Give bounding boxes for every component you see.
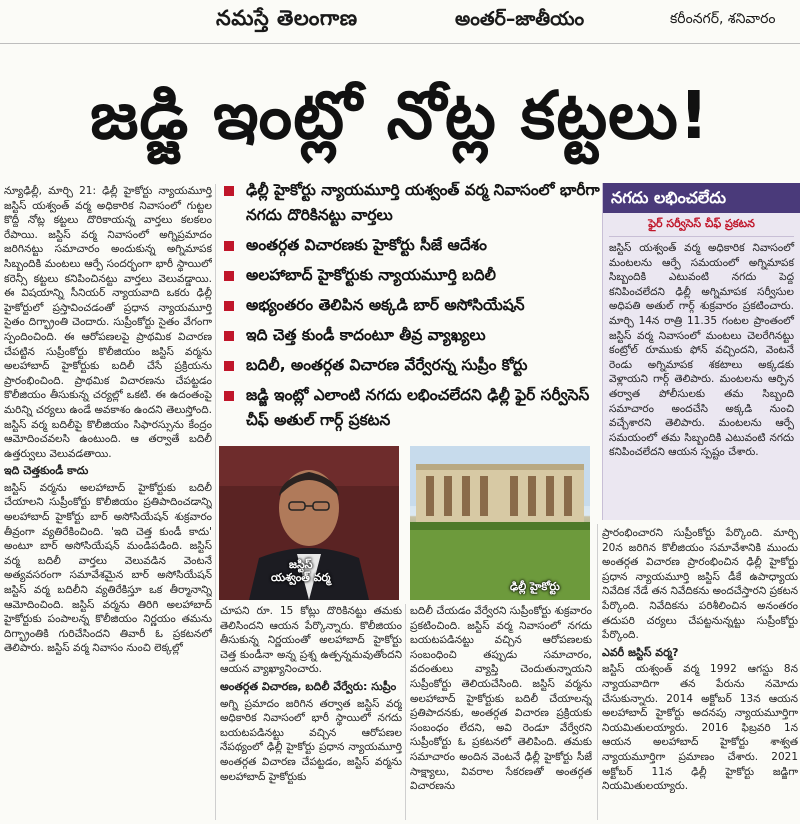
masthead: నమస్తే తెలంగాణ	[216, 6, 358, 30]
bullet-square-icon	[224, 271, 234, 281]
col2-paragraph-1: చూపని రూ. 15 కోట్లు దొరికినట్టు తమకు తెలిసిందని ఆయన పేర్కొన్నారు. కొలీజియం తీసుకున్న నిర్ణయంతో అలహాబాద్ హైకోర్టు చెత్త కుండీనా అన్న ప్రశ్న ఉత్పన్నమవుతోందని ఆయన వ్యాఖ్యానించారు.	[220, 605, 402, 676]
bullet-square-icon	[224, 331, 234, 341]
highlight-item: ఢిల్లీ హైకోర్టు న్యాయమూర్తి యశ్వంత్ వర్మ నివాసంలో భారీగా నగదు దొరికినట్టు వార్తలు	[222, 178, 600, 228]
article-column-4	[602, 526, 798, 824]
col1-paragraph-2: జస్టిస్ వర్మను అలహాబాద్ హైకోర్టుకు బదిలీ చేయాలని సుప్రీంకోర్టు కొలీజియం ప్రతిపాదించడాన్ని అలహాబాద్ హైకోర్టు బార్ అసోసియేషన్ శుక్రవారం తీవ్రంగా వ్యతిరేకించింది. 'ఇది చెత్త కుండీ కాదు' అంటూ బార్ అసోసియేషన్ మండిపడింది. జస్టిస్ వర్మ బదిలీ వార్తలు వెలువడిన వెంటనే అత్యవసరంగా సమావేశమైన బార్ అసోసియేషన్ జస్టిస్ వర్మ బదిలీని వ్యతిరేకిస్తూ ఒక తీర్మానాన్ని ఆమోదించింది. జస్టిస్ వర్మను తిరిగి అలహాబాద్ హైకోర్టుకు పంపాలన్న కొలీజియం నిర్ణయం తమను దిగ్భ్రాంతికి గురిచేసిందని తివారీ ఓ ప్రకటనలో తెలిపారు. జస్టిస్ వర్మ నివాసం నుంచి లెక్కల్లో	[4, 481, 212, 655]
section-label: అంతర్–జాతీయం	[455, 8, 585, 30]
column-divider	[597, 524, 598, 820]
col2-paragraph-2: అగ్ని ప్రమాదం జరిగిన తర్వాత జస్టిస్ వర్మ అధికారిక నివాసంలో భారీ స్థాయిలో నగదు బయటపడినట్టు వచ్చిన ఆరోపణల నేపథ్యంలో ఢిల్లీ హైకోర్టు ప్రధాన న్యాయమూర్తి అంతర్గత విచారణ చేపట్టడం, జస్టిస్ వర్మను అలహాబాద్ హైకోర్టుకు	[220, 697, 402, 783]
fire-chief-sidebox	[602, 183, 800, 520]
bullet-square-icon	[224, 186, 234, 196]
bullet-square-icon	[224, 391, 234, 401]
bullet-square-icon	[224, 241, 234, 251]
highlight-item: ఇది చెత్త కుండీ కాదంటూ తీవ్ర వ్యాఖ్యలు	[222, 323, 600, 348]
article-column-1	[4, 184, 212, 824]
col4-subheading: ఎవరీ జస్టిస్ వర్మ?	[602, 645, 679, 659]
col4-paragraph-2: జస్టిస్ యశ్వంత్ వర్మ 1992 ఆగస్టు 8న న్యాయవాదిగా తన పేరును నమోదు చేసుకున్నారు. 2014 అక్టోబర్ 13న ఆయన అలహాబాద్ హైకోర్టు అదనపు న్యాయమూర్తిగా నియమితులయ్యారు. 2016 ఫిబ్రవరి 1న ఆయన అలహాబాద్ హైకోర్టు శాశ్వత న్యాయమూర్తిగా ప్రమాణం చేశారు. 2021 అక్టోబర్ 11న ఢిల్లీ హైకోర్టు జడ్జిగా నియమితులయ్యారు.	[602, 663, 798, 793]
sidebox-body: జస్టిస్ యశ్వంత్ వర్మ అధికారిక నివాసంలో మంటలను ఆర్పే సమయంలో అగ్నిమాపక సిబ్బందికి ఎటువంటి నగదు పెద్ద కనిపించలేదని ఢిల్లీ అగ్నిమాపక సర్వీసుల అధిపతి అతుల్ గార్గ్ శుక్రవారం ప్రకటించారు. మార్చి 14న రాత్రి 11.35 గంటల ప్రాంతంలో జస్టిస్ వర్మ నివాసంలో మంటలు చెలరేగినట్టు కంట్రోల్ రూముకు ఫోన్ వచ్చిందని, వెంటనే రెండు అగ్నిమాపక శకటాలు అక్కడకు వెళ్లాయని గార్గ్ తెలిపారు. మంటలను ఆర్పిన తర్వాత పోలీసులకు తమ సిబ్బంది సమాచారం అందచేసి అక్కడి నుంచి వచ్చేశారని తెలిపారు. మంటలను ఆర్పే సమయంలో తమ సిబ్బందికి ఎటువంటి నగదు కనిపించలేదని ఆయన స్పష్టం చేశారు.	[609, 242, 794, 459]
highlight-item: బదిలీ, అంతర్గత విచారణ వేర్వేరన్న సుప్రీం కోర్టు	[222, 353, 600, 378]
column-divider	[405, 604, 406, 820]
col2-subheading: అంతర్గత విచారణ, బదిలీ వేర్వేరు: సుప్రీం	[220, 679, 397, 693]
highlight-item: అంతర్గత విచారణకు హైకోర్టు సీజే ఆదేశం	[222, 233, 600, 258]
col1-subheading: ఇది చెత్తకుండీ కాదు	[4, 464, 89, 478]
col4-paragraph-1: ప్రారంభించారని సుప్రీంకోర్టు పేర్కొంది. మార్చి 20న జరిగిన కొలీజియం సమావేశానికి ముందు అంతర్గత విచారణ ప్రారంభించిన ఢిల్లీ హైకోర్టు ప్రధాన న్యాయమూర్తి జస్టిస్ డీకే ఉపాధ్యాయ నివేదిక నేడే తన నివేదికను అందచేస్తారని ప్రకటన పేర్కొంది. నివేదికను పరిశీలించిన అనంతరం తదుపరి చర్యలు చేపట్టనున్నట్టు సుప్రీంకోర్టు పేర్కొంది.	[602, 527, 798, 642]
newspaper-header	[0, 0, 800, 44]
highlight-item: అలహాబాద్ హైకోర్టుకు న్యాయమూర్తి బదిలీ	[222, 263, 600, 288]
sidebox-subtitle: ఫైర్ సర్వీసెస్ చీఫ్ ప్రకటన	[609, 213, 794, 237]
column-divider	[215, 184, 216, 820]
court-caption: ఢిల్లీ హైకోర్టు	[510, 580, 560, 593]
bullet-square-icon	[224, 301, 234, 311]
highlight-item: అభ్యంతరం తెలిపిన అక్కడి బార్ అసోసియేషన్	[222, 293, 600, 318]
bullet-square-icon	[224, 361, 234, 371]
highlights-list	[222, 178, 600, 440]
courthouse-icon	[410, 446, 590, 600]
highlight-item: జడ్జి ఇంట్లో ఎలాంటి నగదు లభించలేదని ఢిల్లీ ఫైర్ సర్వీసెస్ చీఫ్ అతుల్ గార్గ్ ప్రకటన	[222, 383, 600, 433]
court-photo	[410, 446, 590, 600]
col1-paragraph-1: న్యూఢిల్లీ, మార్చి 21: ఢిల్లీ హైకోర్టు న్యాయమూర్తి జస్టిస్ యశ్వంత్ వర్మ అధికారిక నివాసంలో గుట్టల కొద్దీ నోట్ల కట్టలు దొరికాయన్న వార్తలు కలకలం రేపాయి. జస్టిస్ వర్మ నివాసంలో అగ్నిప్రమాదం జరిగినట్టు సమాచారం అందుకున్న అగ్నిమాపక సిబ్బందికి మంటలు ఆర్పే సందర్భంగా భారీ స్థాయిలో కరెన్సీ కట్టలు కనిపించినట్టు వార్తలు వెలువడ్డాయి. ఈ విషయాన్ని సీనియర్ న్యాయవాది ఒకరు ఢిల్లీ హైకోర్టులో ప్రస్తావించడంతో ప్రధాన న్యాయమూర్తి సైతం దిగ్భ్రాంతి చెందారు. సుప్రీంకోర్టు సైతం వేగంగా స్పందించింది. ఈ ఆరోపణలపై ప్రాథమిక విచారణ చేపట్టిన సుప్రీంకోర్టు కొలీజియం జస్టిస్ వర్మను అలహాబాద్ హైకోర్టుకు బదిలీ చేసే ప్రక్రియను ప్రారంభించింది. ప్రాథమిక విచారణను చేపట్టడం కొలీజియం తీసుకున్న చర్యల్లో ఒకటి. ఈ ఉదంతంపై మరిన్ని చర్యలు ఉండే అవకాశం ఉందని తెలుస్తోంది. జస్టిస్ వర్మ బదిలీపై కొలీజియం సిఫారస్సును కేంద్రం ఆమోదించవలసి ఉంటుంది. ఆ తర్వాతే బదిలీ ఉత్తర్వులు వెలువడతాయి.	[4, 185, 212, 460]
judge-photo	[219, 446, 399, 600]
article-column-2	[220, 604, 402, 824]
article-column-3	[410, 604, 592, 824]
col3-paragraph-1: బదిలీ చేయడం వేర్వేరని సుప్రీంకోర్టు శుక్రవారం ప్రకటించింది. జస్టిస్ వర్మ నివాసంలో నగదు బయటపడినట్టు వచ్చిన ఆరోపణలకు సంబంధించి తప్పుడు సమాచారం, వదంతులు వ్యాప్తి చెందుతున్నాయని సుప్రీంకోర్టు తెలియచేసింది. జస్టిస్ వర్మను అలహాబాద్ హైకోర్టుకు బదిలీ చేయాలన్న ప్రతిపాదనకు, అంతర్గత విచారణ ప్రక్రియకు సంబంధం లేదని, అవి రెండూ వేర్వేరని సుప్రీంకోర్టు ఓ ప్రకటనలో తెలిపింది. తమకు సమాచారం అందిన వెంటనే ఢిల్లీ హైకోర్టు సీజే సాక్ష్యాలు, వివరాల సేకరణతో అంతర్గత విచారణను	[410, 605, 592, 793]
headline: జడ్జి ఇంట్లో నోట్ల కట్టలు!	[90, 77, 710, 154]
sidebox-title: నగదు లభించలేదు	[603, 183, 800, 213]
dateline: కరీంనగర్, శనివారం	[670, 11, 776, 27]
judge-caption: జస్టిస్ యశ్వంత్ వర్మ	[271, 558, 331, 584]
